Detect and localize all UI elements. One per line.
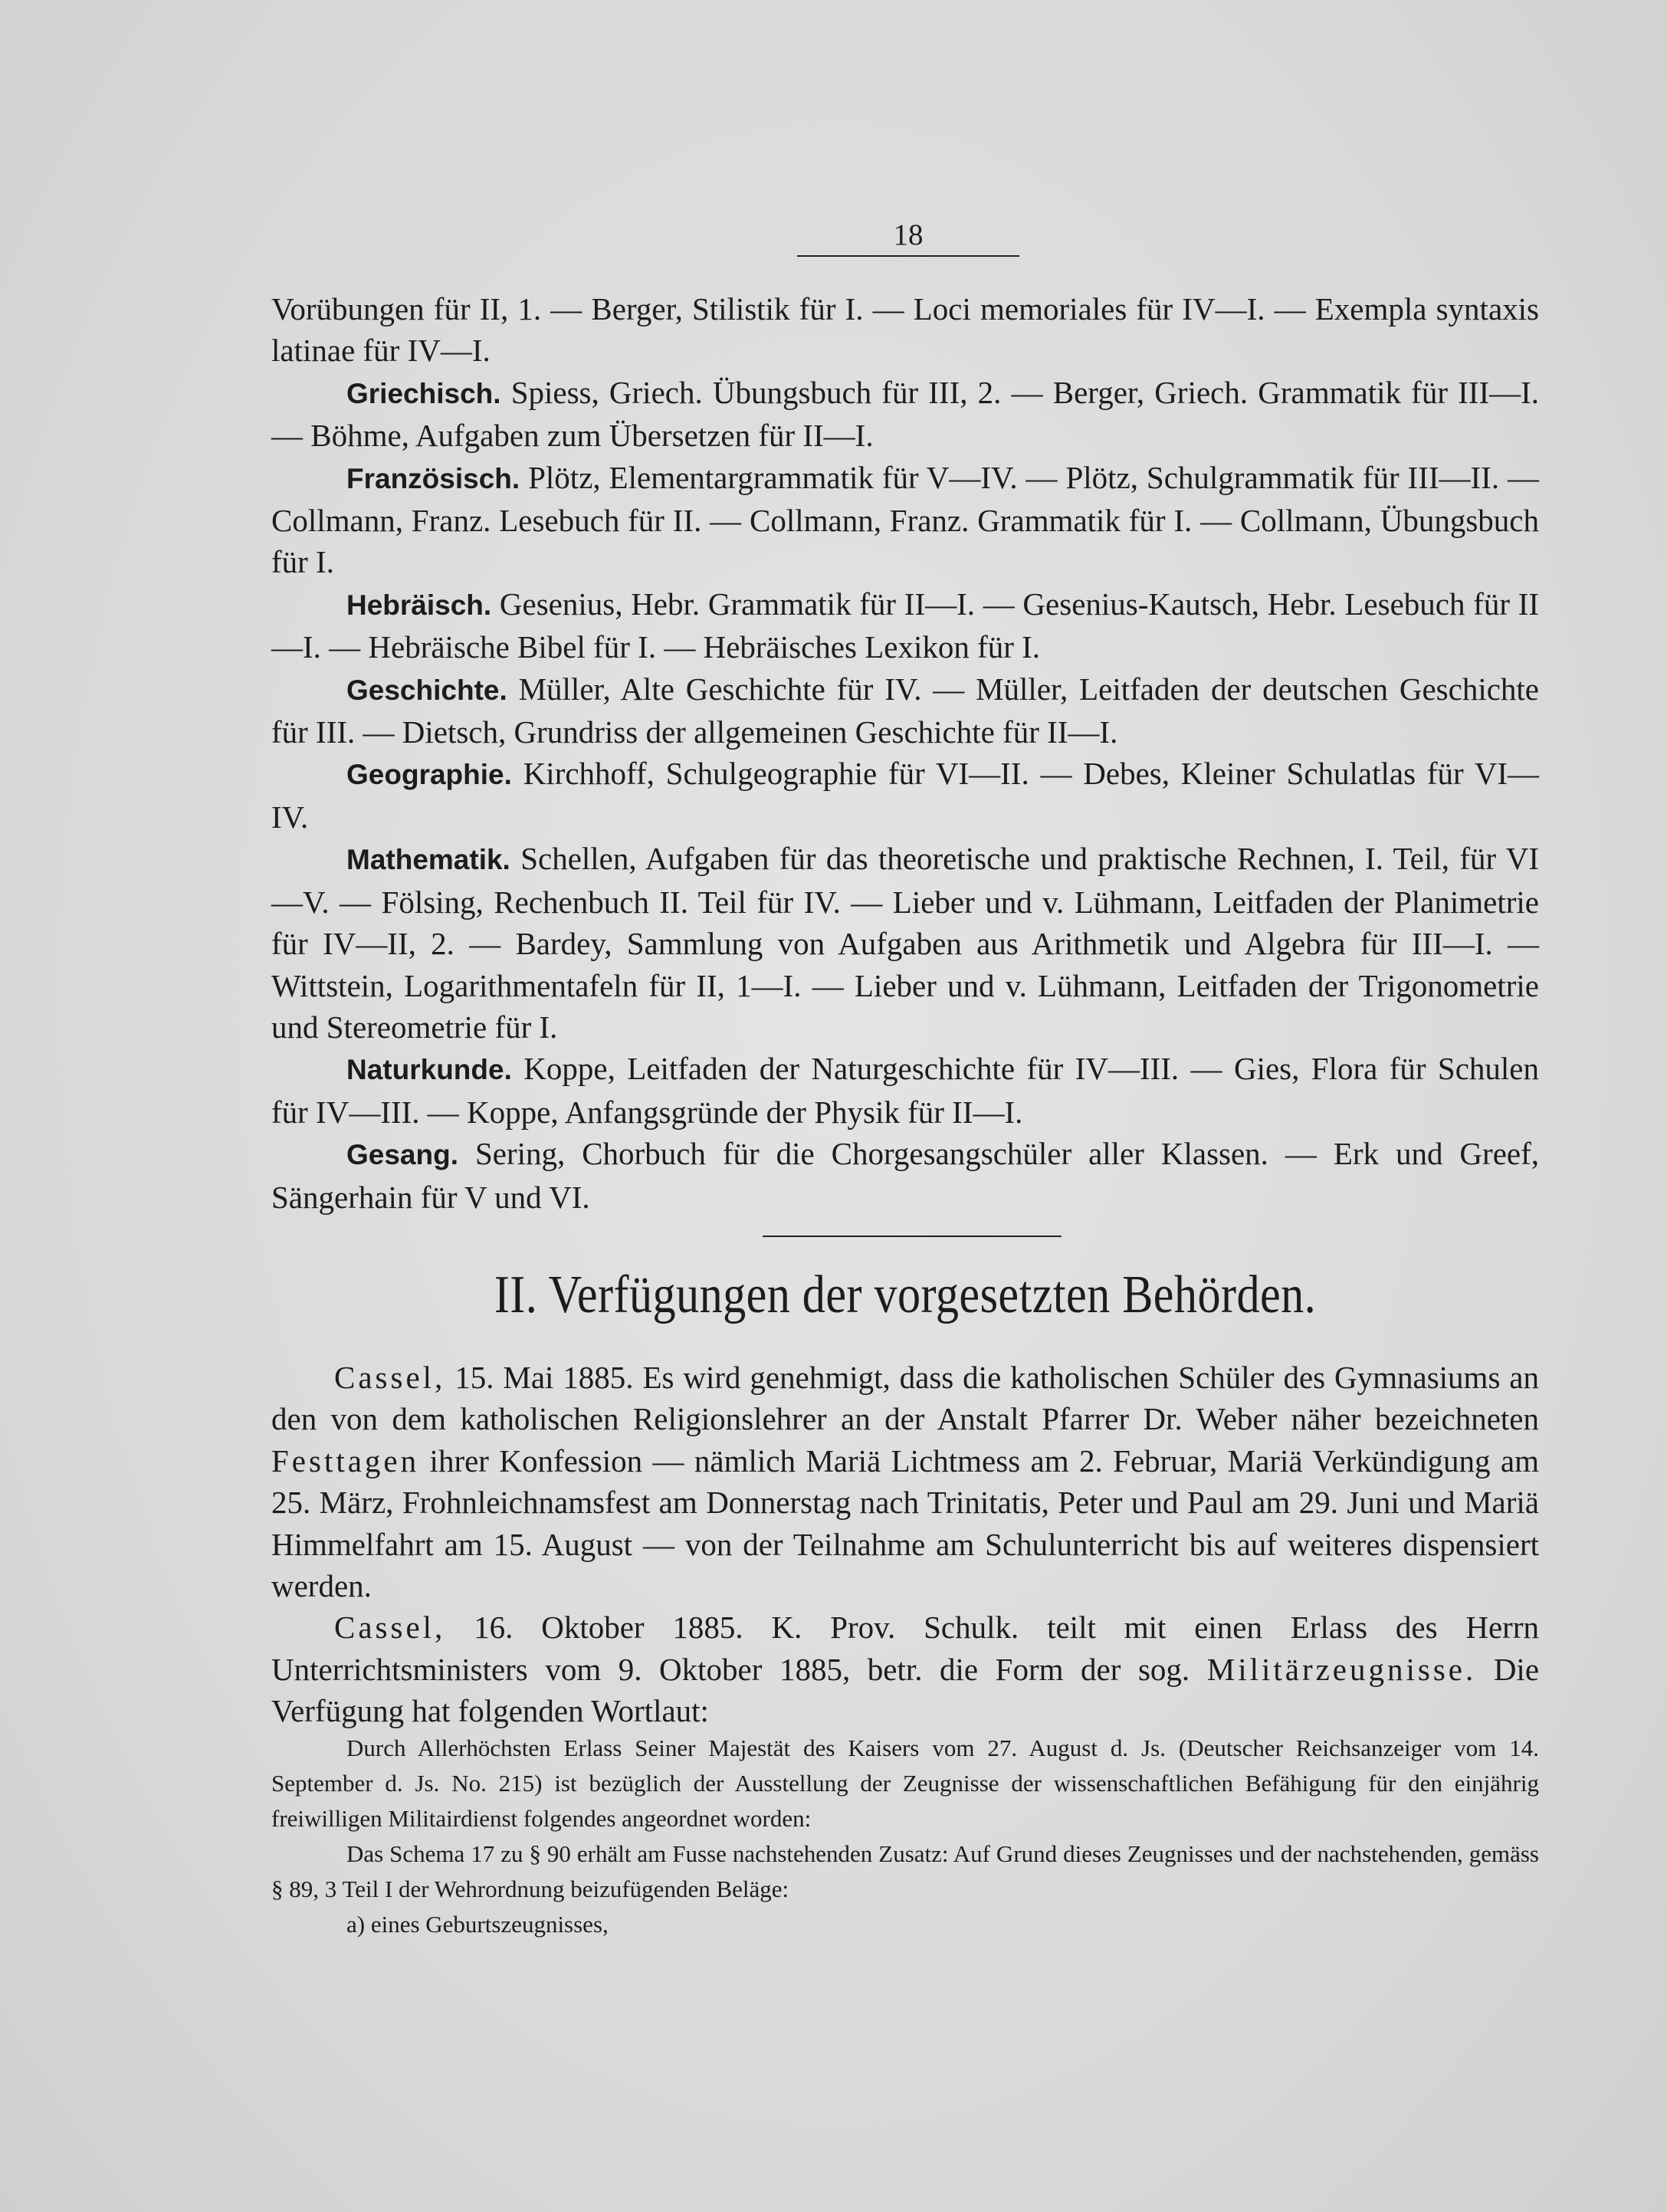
section-heading: II. Verfügungen der vorgesetzten Behörden.: [494, 1265, 1317, 1324]
subject-label: Gesang.: [346, 1139, 458, 1171]
subject-label: Naturkunde.: [346, 1054, 512, 1086]
decree-quotation: [271, 1731, 1539, 1942]
subject-label: Hebräisch.: [346, 589, 492, 621]
paragraph-hebrew: Hebräisch. Gesenius, Hebr. Grammatik für II—I. — Gesenius-Kautsch, Hebr. Lesebuch für II—I. — Hebräische Bibel für I. — Hebräisches Lexikon für I.: [271, 586, 1539, 665]
paragraph-history: Geschichte. Müller, Alte Geschichte für IV. — Müller, Leitfaden der deutschen Geschichte für III. — Dietsch, Grundriss der allgemeinen Geschichte für II—I.: [271, 671, 1539, 750]
decrees: [271, 1357, 1539, 1732]
decree-paragraph: Cassel, 16. Oktober 1885. K. Prov. Schulk. teilt mit einen Erlass des Herrn Unterrichtsministers vom 9. Oktober 1885, betr. die Form der sog. Militärzeugnisse. Die Verfügung hat folgenden Wortlaut:: [271, 1610, 1540, 1729]
paragraph-geography: Geographie. Kirchhoff, Schulgeographie für VI—II. — Debes, Kleiner Schulatlas für VI—IV.: [271, 756, 1540, 835]
paragraph-french: Französisch. Plötz, Elementargrammatik für V—IV. — Plötz, Schulgrammatik für III—II. — Collmann, Franz. Lesebuch für II. — Collmann, Franz. Grammatik für I. — Collmann, Übungsbuch für I.: [271, 459, 1539, 580]
paragraph-latin-continued: Vorübungen für II, 1. — Berger, Stilistik für I. — Loci memoriales für IV—I. — Exempla syntaxis latinae für IV—I.: [271, 291, 1539, 369]
paragraph-greek: Griechisch. Spiess, Griech. Übungsbuch für III, 2. — Berger, Griech. Grammatik für III—I. — Böhme, Aufgaben zum Übersetzen für II—I.: [271, 374, 1539, 454]
paragraph-natural-science: Naturkunde. Koppe, Leitfaden der Naturgeschichte für IV—III. — Gies, Flora für Schulen für IV—III. — Koppe, Anfangsgründe der Physik für II—I.: [271, 1051, 1539, 1130]
decree-paragraph: Cassel, 15. Mai 1885. Es wird genehmigt, dass die katholischen Schüler des Gymnasiums an den von dem katholischen Religionslehrer an der Anstalt Pfarrer Dr. Weber näher bezeichneten Festtagen ihrer Konfession — nämlich Mariä Lichtmess am 2. Februar, Mariä Verkündigung am 25. März, Frohnleichnamsfest am Donnerstag nach Trinitatis, Peter und Paul am 29. Juni und Mariä Himmelfahrt am 15. August — von der Teilnahme am Schulunterricht bis auf weiteres dispensiert werden.: [271, 1360, 1540, 1604]
paragraph-mathematics: Mathematik. Schellen, Aufgaben für das theoretische und praktische Rechnen, I. Teil, für VI—V. — Fölsing, Rechenbuch II. Teil für IV. — Lieber und v. Lühmann, Leitfaden der Planimetrie für IV—II, 2. — Bardey, Sammlung von Aufgaben aus Arithmetik und Algebra für III—I. — Wittstein, Logarithmentafeln für II, 1—I. — Lieber und v. Lühmann, Leitfaden der Trigonometrie und Stereometrie für I.: [271, 841, 1540, 1045]
textbook-list: [271, 288, 1539, 1218]
subject-label: Mathematik.: [346, 844, 510, 876]
subject-label: Französisch.: [346, 462, 520, 494]
page-number: 18: [797, 218, 1019, 257]
paragraph-singing: Gesang. Sering, Chorbuch für die Chorgesangschüler aller Klassen. — Erk und Greef, Sängerhain für V und VI.: [271, 1136, 1539, 1215]
quoted-paragraph: Das Schema 17 zu § 90 erhält am Fusse nachstehenden Zusatz: Auf Grund dieses Zeugnisses und der nachstehenden, gemäss § 89, 3 Teil I der Wehrordnung beizufügenden Beläge:: [271, 1840, 1539, 1902]
subject-label: Griechisch.: [346, 377, 501, 409]
subject-label: Geographie.: [346, 759, 512, 791]
quoted-list-item: a) eines Geburtszeugnisses,: [346, 1911, 609, 1938]
subject-label: Geschichte.: [346, 674, 507, 706]
section-divider: [763, 1236, 1062, 1237]
quoted-paragraph: Durch Allerhöchsten Erlass Seiner Majestät des Kaisers vom 27. August d. Js. (Deutscher Reichsanzeiger vom 14. September d. Js. No. 215) ist bezüglich der Ausstellung der Zeugnisse der wissenschaftlichen Befähigung für den einjährig freiwilligen Militairdienst folgendes angeordnet worden:: [271, 1734, 1539, 1832]
